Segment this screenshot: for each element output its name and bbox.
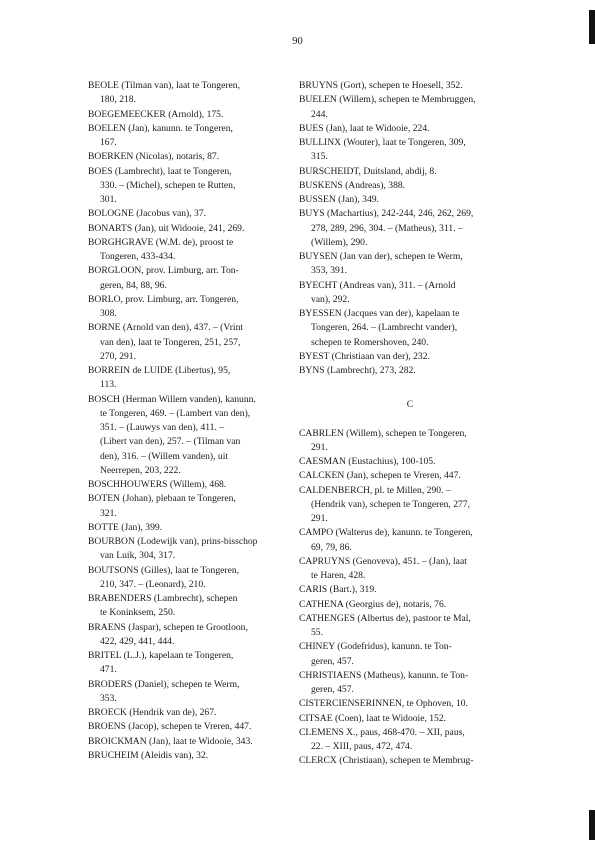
index-entry xyxy=(299,669,521,698)
index-entry-text: CAESMAN (Eustachius), 100-105. xyxy=(299,456,436,467)
index-entry-continuation: van den), laat te Tongeren, 251, 257, xyxy=(100,336,241,348)
index-entry-text: BRABENDERS (Lambrecht), schepen xyxy=(88,593,238,604)
index-entry-text: BRITEL (L.J.), kapelaan te Tongeren, xyxy=(88,650,234,661)
index-entry-continuation: (Willem), 290. xyxy=(311,236,368,248)
index-entry-text: BONARTS (Jan), uit Widooie, 241, 269. xyxy=(88,222,245,234)
page-edge-mark xyxy=(589,10,595,44)
index-entry xyxy=(299,726,521,755)
index-entry-continuation: schepen te Romershoven, 240. xyxy=(311,336,429,348)
index-entry xyxy=(88,321,310,364)
index-entry-text: BORGLOON, prov. Limburg, arr. Ton- xyxy=(88,265,239,277)
index-entry-text: CAPRUYNS (Genoveva), 451. – (Jan), laat xyxy=(299,555,467,567)
index-entry-text: BOLOGNE (Jacobus van), 37. xyxy=(88,208,207,220)
index-entry xyxy=(299,526,521,555)
index-entry-text: BOSCHHOUWERS (Willem), 468. xyxy=(88,479,227,490)
index-entry-text: CATHENA (Georgius de), notaris, 76. xyxy=(299,598,447,610)
index-entry xyxy=(88,678,310,707)
index-entry-continuation: 471. xyxy=(100,664,117,676)
index-entry-text: BRODERS (Daniel), schepen te Werm, xyxy=(88,678,240,690)
index-entry-continuation: geren, 457. xyxy=(311,684,354,695)
index-entry-continuation: Tongeren, 264. – (Lambrecht vander), xyxy=(311,322,458,334)
index-entry-text: BOES (Lambrecht), laat te Tongeren, xyxy=(88,165,232,177)
index-entry-text: BUSSEN (Jan), 349. xyxy=(299,194,379,205)
index-entry-text: BRUCHEIM (Aleidis van), 32. xyxy=(88,749,209,761)
index-entry xyxy=(299,364,521,378)
index-entry-text: CAMPO (Walterus de), kanunn. te Tongeren, xyxy=(299,527,473,539)
index-entry xyxy=(299,455,521,469)
index-entry-text: BUES (Jan), laat te Widooie, 224. xyxy=(299,122,430,134)
index-entry-continuation: 210, 347. – (Leonard), 210. xyxy=(100,578,206,590)
index-entry xyxy=(299,122,521,136)
index-entry-continuation: 301. xyxy=(100,194,117,205)
index-entry-text: CLERCX (Christiaan), schepen te Membrug- xyxy=(299,755,474,767)
index-entry-continuation: 353. xyxy=(100,692,117,704)
index-entry-continuation: 278, 289, 296, 304. – (Matheus), 311. – xyxy=(311,222,463,234)
index-entry-text: BORREIN de LUIDE (Libertus), 95, xyxy=(88,365,231,376)
index-entry xyxy=(299,165,521,179)
index-entry xyxy=(299,179,521,193)
index-entry-text: BROENS (Jacop), schepen te Vreren, 447. xyxy=(88,721,252,733)
index-entry-continuation: van), 292. xyxy=(311,293,350,305)
index-entry xyxy=(88,535,310,564)
index-entry xyxy=(299,640,521,669)
index-entry xyxy=(88,79,310,108)
index-entry-continuation: van Luik, 304, 317. xyxy=(100,550,176,562)
index-entry xyxy=(88,364,310,393)
index-entry-text: BOTTE (Jan), 399. xyxy=(88,521,163,533)
index-entry-text: CARIS (Bart.), 319. xyxy=(299,584,377,596)
index-entry-text: BYESSEN (Jacques van der), kapelaan te xyxy=(299,308,460,319)
index-entry-continuation: 55. xyxy=(311,627,323,638)
index-entry xyxy=(88,720,310,734)
index-entry-continuation: 351. – (Lauwys van den), 411. – xyxy=(100,422,225,433)
index-entry xyxy=(88,108,310,122)
index-entry-text: BYEST (Christiaan van der), 232. xyxy=(299,350,430,362)
index-entry-continuation: 113. xyxy=(100,379,117,391)
index-entry xyxy=(299,469,521,483)
index-entry-text: BOELEN (Jan), kanunn. te Tongeren, xyxy=(88,122,233,134)
index-entry xyxy=(299,93,521,122)
index-entry-continuation: 180, 218. xyxy=(100,94,136,106)
index-entry-text: CALCKEN (Jan), schepen te Vreren, 447. xyxy=(299,470,461,482)
index-entry xyxy=(299,712,521,726)
index-entry-text: CATHENGES (Albertus de), pastoor te Mal, xyxy=(299,612,471,624)
index-entry xyxy=(88,207,310,221)
index-entry xyxy=(299,136,521,165)
section-letter: C xyxy=(406,399,414,411)
index-entry-continuation: 270, 291. xyxy=(100,350,136,362)
index-entry-text: BYNS (Lambrecht), 273, 282. xyxy=(299,365,416,376)
index-entry xyxy=(88,521,310,535)
index-entry xyxy=(299,612,521,641)
index-entry-text: BORNE (Arnold van den), 437. – (Vrint xyxy=(88,322,244,334)
index-entry-text: BROECK (Hendrik van de), 267. xyxy=(88,707,217,718)
index-entry-continuation: 321. xyxy=(100,507,117,519)
index-entry-text: BUELEN (Willem), schepen te Membruggen, xyxy=(299,94,476,106)
index-entry-continuation: Neerrepen, 203, 222. xyxy=(100,464,181,476)
index-entry xyxy=(88,478,310,492)
index-entry-text: CITSAE (Coen), laat te Widooie, 152. xyxy=(299,712,447,724)
index-entry-text: CALDENBERCH, pl. te Millen, 290. – xyxy=(299,484,451,496)
index-entry-text: CHINEY (Godefridus), kanunn. te Ton- xyxy=(299,641,452,653)
index-entry-text: BOTEN (Johan), plebaan te Tongeren, xyxy=(88,493,236,505)
index-entry-continuation: geren, 84, 88, 96. xyxy=(100,279,167,291)
index-entry xyxy=(299,307,521,350)
index-entry xyxy=(299,79,521,93)
index-entry-continuation: Tongeren, 433-434. xyxy=(100,251,176,262)
index-entry-continuation: 69, 79, 86. xyxy=(311,541,352,553)
index-entry xyxy=(88,264,310,293)
index-entry-continuation: te Tongeren, 469. – (Lambert van den), xyxy=(100,407,251,419)
index-entry xyxy=(299,350,521,364)
page-number: 90 xyxy=(292,36,303,47)
index-entry-continuation: 422, 429, 441, 444. xyxy=(100,635,175,647)
index-section-c xyxy=(299,427,521,769)
index-entry xyxy=(299,484,521,527)
index-entry-text: BEOLE (Tilman van), laat te Tongeren, xyxy=(88,80,240,91)
index-entry-continuation: 22. – XIII, paus, 472, 474. xyxy=(311,741,413,752)
index-entry-continuation: 330. – (Michel), schepen te Rutten, xyxy=(100,179,236,191)
index-entry-continuation: (Libert van den), 257. – (Tilman van xyxy=(100,436,241,448)
index-entry-continuation: 167. xyxy=(100,137,117,148)
index-entry-text: CHRISTIAENS (Matheus), kanunn. te Ton- xyxy=(299,669,469,681)
left-index-column xyxy=(88,79,310,763)
index-entry-continuation: (Hendrik van), schepen te Tongeren, 277, xyxy=(311,498,470,510)
index-entry xyxy=(88,393,310,479)
index-entry-text: BUYSEN (Jan van der), schepen te Werm, xyxy=(299,251,463,262)
index-entry xyxy=(88,165,310,208)
index-entry xyxy=(88,564,310,593)
index-entry-text: BYECHT (Andreas van), 311. – (Arnold xyxy=(299,279,456,291)
index-entry xyxy=(88,706,310,720)
index-entry xyxy=(88,122,310,151)
index-entry-continuation: 244. xyxy=(311,108,328,120)
index-entry xyxy=(299,555,521,584)
page-edge-mark xyxy=(589,810,595,840)
index-entry xyxy=(88,293,310,322)
index-entry-text: BROICKMAN (Jan), laat te Widooie, 343. xyxy=(88,735,253,747)
index-entry-text: BOEGEMEECKER (Arnold), 175. xyxy=(88,108,224,120)
index-entry xyxy=(299,598,521,612)
index-entry-continuation: den), 316. – (Willem vanden), uit xyxy=(100,450,229,462)
index-entry xyxy=(299,754,521,768)
index-entry-continuation: te Koninksem, 250. xyxy=(100,607,176,619)
index-section-b-continued xyxy=(299,79,521,378)
index-entry xyxy=(299,583,521,597)
index-entry-text: CISTERCIENSERINNEN, te Ophoven, 10. xyxy=(299,698,468,710)
index-entry xyxy=(299,250,521,279)
index-entry-text: BUSKENS (Andreas), 388. xyxy=(299,179,406,191)
index-entry-text: BRAENS (Jaspar), schepen te Grootloon, xyxy=(88,621,248,633)
index-entry xyxy=(299,193,521,207)
index-entry xyxy=(88,649,310,678)
index-entry-continuation: 291. xyxy=(311,441,328,453)
index-entry-text: BORGHGRAVE (W.M. de), proost te xyxy=(88,236,234,248)
index-entry-text: BUYS (Machartius), 242-244, 246, 262, 269, xyxy=(299,208,474,220)
index-entry-text: BOUTSONS (Gilles), laat te Tongeren, xyxy=(88,564,240,576)
index-entry-text: BRUYNS (Gort), schepen te Hoesell, 352. xyxy=(299,80,463,91)
index-entry-text: BULLINX (Wouter), laat te Tongeren, 309, xyxy=(299,137,466,148)
index-entry xyxy=(299,207,521,250)
index-entry xyxy=(88,735,310,749)
index-entry-text: BORLO, prov. Limburg, arr. Tongeren, xyxy=(88,293,239,305)
index-entry xyxy=(88,592,310,621)
index-entry-text: BOURBON (Lodewijk van), prins-bisschop xyxy=(88,536,258,547)
index-entry xyxy=(299,279,521,308)
index-entry-continuation: 353, 391. xyxy=(311,265,347,277)
index-entry-text: CABRLEN (Willem), schepen te Tongeren, xyxy=(299,427,467,439)
index-entry xyxy=(299,697,521,711)
index-entry xyxy=(299,427,521,456)
index-entry xyxy=(88,150,310,164)
index-entry xyxy=(88,222,310,236)
index-entry xyxy=(88,492,310,521)
index-entry xyxy=(88,749,310,763)
index-entry xyxy=(88,236,310,265)
index-entry-continuation: te Haren, 428. xyxy=(311,570,366,581)
index-entry-continuation: 315. xyxy=(311,151,328,163)
index-entry-text: BURSCHEIDT, Duitsland, abdij, 8. xyxy=(299,165,437,177)
index-entry-text: CLEMENS X., paus, 468-470. – XII, paus, xyxy=(299,726,465,738)
index-entry-text: BOSCH (Herman Willem vanden), kanunn. xyxy=(88,393,256,405)
index-entry xyxy=(88,621,310,650)
index-entry-continuation: geren, 457. xyxy=(311,655,354,667)
index-entry-continuation: 308. xyxy=(100,308,117,319)
right-index-column xyxy=(299,79,521,769)
index-entry-continuation: 291. xyxy=(311,513,328,524)
index-entry-text: BOERKEN (Nicolas), notaris, 87. xyxy=(88,151,220,163)
